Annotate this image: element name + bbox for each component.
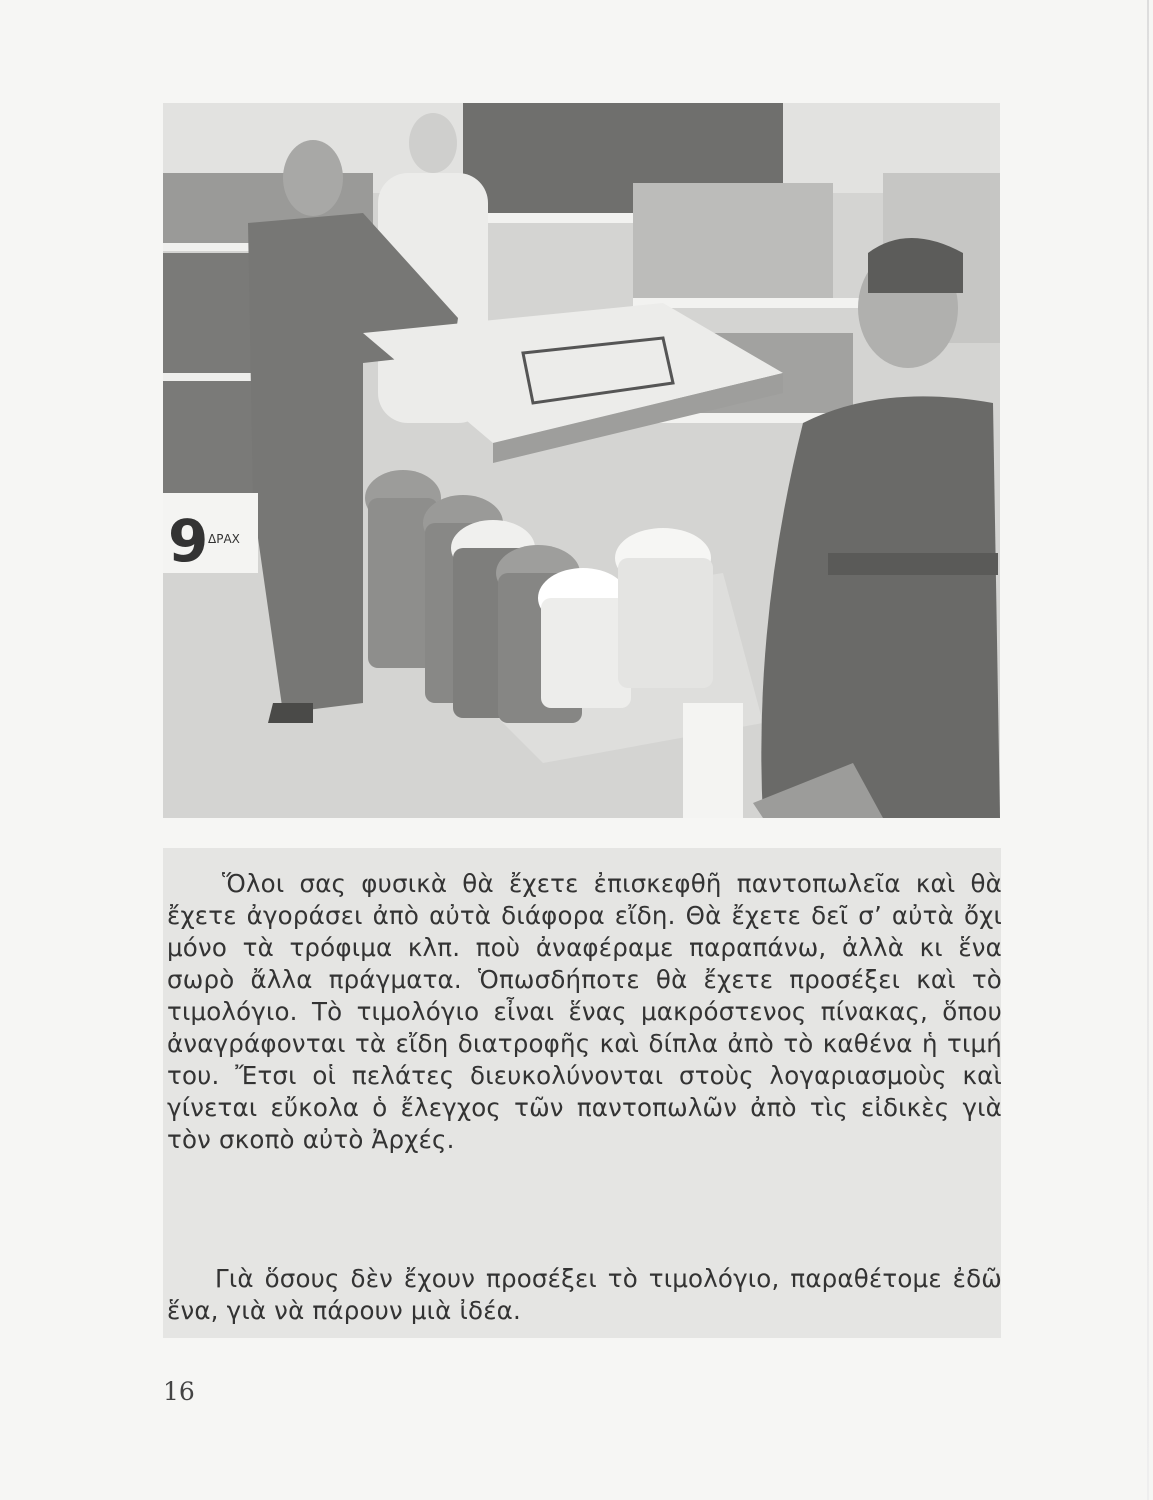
body-paragraph-1 xyxy=(167,868,1002,1156)
body-paragraph-2 xyxy=(167,1263,1002,1327)
svg-text:ΔΡΑΧ: ΔΡΑΧ xyxy=(208,532,240,546)
paragraph-1-text: Ὅλοι σας φυσικὰ θὰ ἔχετε ἐπισκεφθῆ παντοπωλεῖα καὶ θὰ ἔχετε ἀγοράσει ἀπὸ αὐτὰ διάφορα εἴδη. Θὰ ἔχετε δεῖ σ’ αὐτὰ ὄχι μόνο τὰ τρόφιμα κλπ. ποὺ ἀναφέραμε παραπάνω, ἀλλὰ κι ἕνα σωρὸ ἄλλα πράγματα. Ὁπωσδήποτε θὰ ἔχετε προσέξει καὶ τὸ τιμολόγιο. Τὸ τιμολόγιο εἶναι ἕνας μακρόστενος πίνακας, ὅπου ἀναγράφονται τὰ εἴδη διατροφῆς καὶ δίπλα ἀπὸ τὸ καθένα ἡ τιμή του. Ἔτσι οἱ πελάτες διευκολύνονται στοὺς λογαριασμοὺς καὶ γίνεται εὔκολα ὁ ἔλεγχος τῶν παντοπωλῶν ἀπὸ τὶς εἰδικὲς γιὰ τὸν σκοπὸ αὐτὸ Ἀρχές. xyxy=(167,869,1002,1154)
price-sign xyxy=(163,493,258,575)
page-edge xyxy=(1147,0,1149,1500)
grocery-scene xyxy=(163,103,1000,818)
svg-text:9: 9 xyxy=(168,507,209,575)
paragraph-2-text: Γιὰ ὅσους δὲν ἔχουν προσέξει τὸ τιμολόγιο, παραθέτομε ἐδῶ ἕνα, γιὰ νὰ πάρουν μιὰ ἰδέα. xyxy=(167,1264,1002,1325)
page-number: 16 xyxy=(163,1377,195,1406)
grocery-store-illustration xyxy=(163,103,1000,818)
